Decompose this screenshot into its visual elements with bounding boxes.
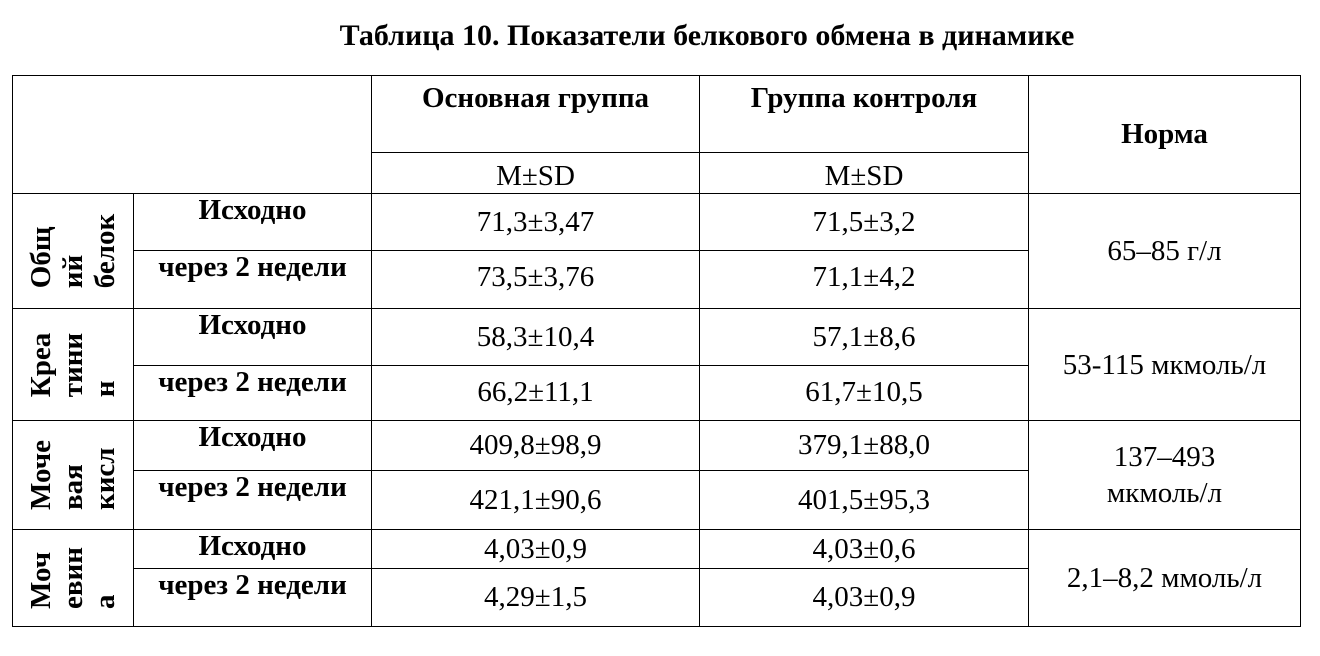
period-label: Исходно — [134, 530, 372, 569]
main-group-value: 73,5±3,76 — [372, 251, 700, 309]
control-group-value: 57,1±8,6 — [700, 309, 1029, 366]
indicator-cell — [13, 309, 134, 421]
main-group-value: 71,3±3,47 — [372, 194, 700, 251]
control-group-value: 379,1±88,0 — [700, 421, 1029, 471]
header-norm: Норма — [1029, 76, 1301, 194]
indicator-cell — [13, 530, 134, 627]
indicator-cell — [13, 194, 134, 309]
period-label: через 2 недели — [134, 251, 372, 309]
indicator-label: Креа тини н — [25, 332, 121, 397]
period-label: через 2 недели — [134, 471, 372, 530]
control-group-value: 4,03±0,9 — [700, 569, 1029, 627]
norm-value: 65–85 г/л — [1029, 194, 1301, 309]
header-control-group: Группа контроля — [700, 76, 1029, 153]
indicator-label: Моч евин а — [25, 547, 121, 609]
norm-value: 137–493 мкмоль/л — [1029, 421, 1301, 530]
control-group-value: 61,7±10,5 — [700, 366, 1029, 421]
period-label: Исходно — [134, 194, 372, 251]
period-label: Исходно — [134, 421, 372, 471]
header-stat-main: M±SD — [372, 153, 700, 194]
header-stat-control: M±SD — [700, 153, 1029, 194]
main-group-value: 421,1±90,6 — [372, 471, 700, 530]
indicator-label: Общ ий белок — [25, 213, 121, 289]
norm-value: 2,1–8,2 ммоль/л — [1029, 530, 1301, 627]
period-label: Исходно — [134, 309, 372, 366]
table-title: Таблица 10. Показатели белкового обмена в динамике — [339, 19, 1075, 52]
period-label: через 2 недели — [134, 569, 372, 627]
indicator-cell — [13, 421, 134, 530]
control-group-value: 71,1±4,2 — [700, 251, 1029, 309]
control-group-value: 401,5±95,3 — [700, 471, 1029, 530]
main-group-value: 4,29±1,5 — [372, 569, 700, 627]
main-group-value: 66,2±11,1 — [372, 366, 700, 421]
main-group-value: 409,8±98,9 — [372, 421, 700, 471]
period-label: через 2 недели — [134, 366, 372, 421]
control-group-value: 71,5±3,2 — [700, 194, 1029, 251]
control-group-value: 4,03±0,6 — [700, 530, 1029, 569]
header-empty-cell — [13, 76, 372, 194]
header-main-group: Основная группа — [372, 76, 700, 153]
main-group-value: 4,03±0,9 — [372, 530, 700, 569]
norm-value: 53-115 мкмоль/л — [1029, 309, 1301, 421]
indicator-label: Моче вая кисл — [25, 440, 121, 510]
protein-metabolism-table — [12, 75, 1301, 627]
main-group-value: 58,3±10,4 — [372, 309, 700, 366]
